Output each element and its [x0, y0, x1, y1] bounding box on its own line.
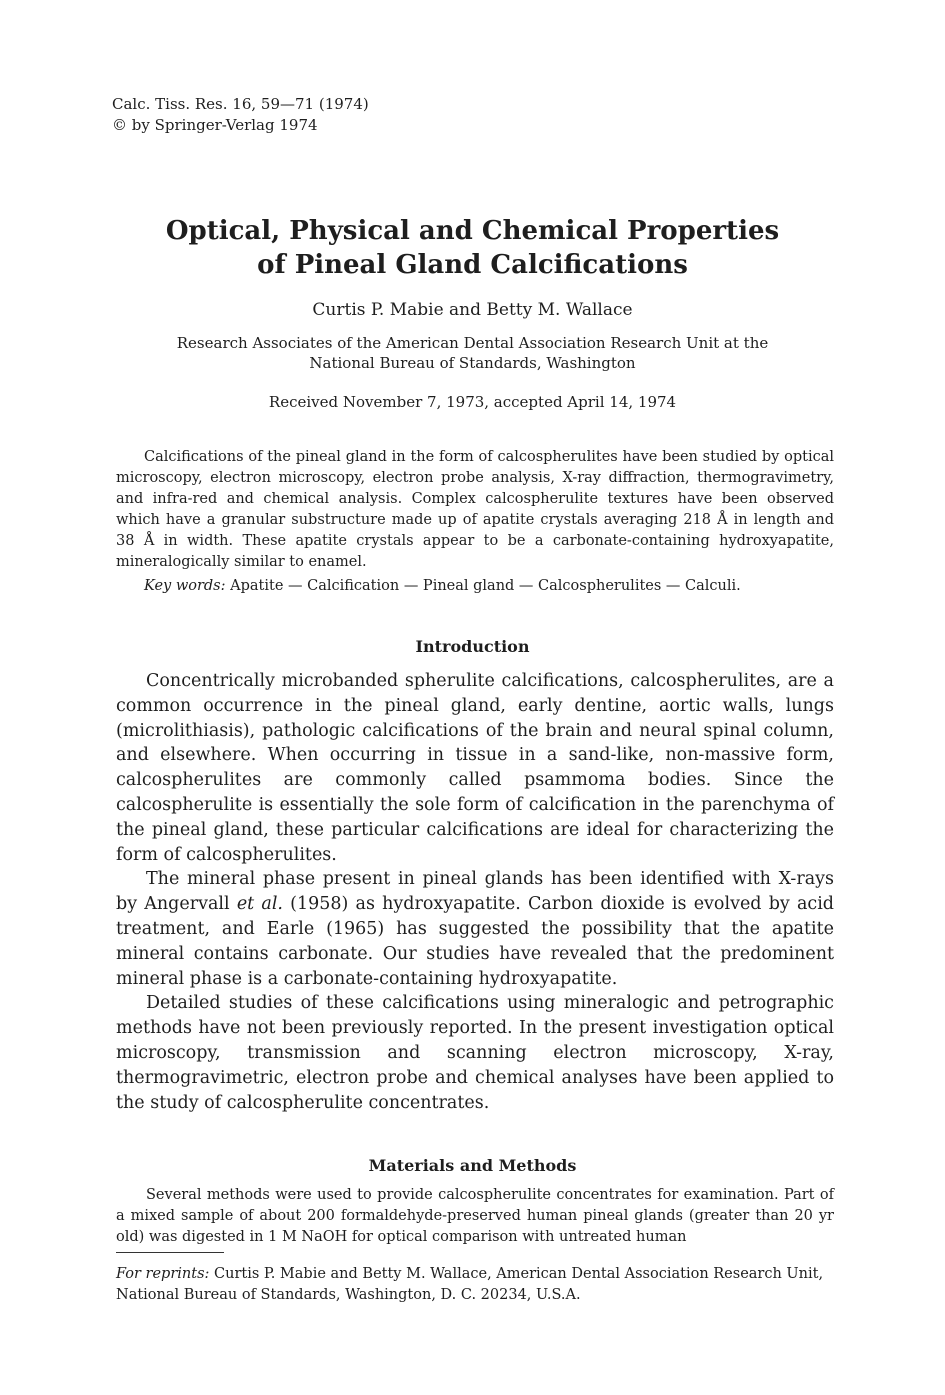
journal-citation: Calc. Tiss. Res. 16, 59—71 (1974): [112, 95, 369, 113]
keywords-label: Key words:: [144, 578, 226, 594]
footnote-text: Curtis P. Mabie and Betty M. Wallace, American Dental Association Research Unit, National Bureau of Standards, Washington, D. C. 20234, U.S.A.: [116, 1266, 824, 1303]
title-line-1: Optical, Physical and Chemical Properties: [165, 216, 780, 246]
introduction-paragraph-3: Detailed studies of these calcifications using mineralogic and petrographic methods have not been previously reported. In the present investigation optical microscopy, transmission and scanning electron microscopy, X-ray, thermogravimetric, electron probe and chemical analyses have been applied to the study of calcospherulite concentrates.: [116, 993, 834, 1113]
methods-heading: Materials and Methods: [368, 1156, 577, 1175]
authors: Curtis P. Mabie and Betty M. Wallace: [312, 300, 633, 320]
title-line-2: of Pineal Gland Calcifications: [257, 250, 688, 280]
footnote: [116, 1264, 834, 1306]
affiliation-line-1: Research Associates of the American Dental Association Research Unit at the: [176, 334, 769, 352]
affiliation-line-2: National Bureau of Standards, Washington: [309, 354, 636, 372]
copyright-line: © by Springer-Verlag 1974: [112, 116, 318, 134]
received-dates: Received November 7, 1973, accepted April 14, 1974: [268, 393, 677, 411]
article-title: [0, 214, 945, 282]
introduction-heading: Introduction: [415, 637, 530, 656]
abstract: Calcifications of the pineal gland in the form of calcospherulites have been studied by optical microscopy, electron microscopy, electron probe analysis, X-ray diffraction, thermogravimetry, and infra-red and chemical analysis. Complex calcospherulite textures have been observed which have a granular substructure made up of apatite crystals averaging 218 Å in length and 38 Å in width. These apatite crystals appear to be a carbonate-containing hydroxyapatite, mineralogically similar to enamel.: [116, 449, 834, 570]
introduction-body: [116, 669, 834, 1115]
footnote-divider: [116, 1252, 224, 1253]
methods-paragraph-1: Several methods were used to provide calcospherulite concentrates for examination. Part of a mixed sample of about 200 formaldehyde-preserved human pineal glands (greater than 20 yr old) was digested in 1 M NaOH for optical comparison with untreated human: [116, 1187, 834, 1245]
keywords-list: Apatite — Calcification — Pineal gland — Calcospherulites — Calculi.: [230, 578, 741, 594]
intro-p2-etal: et al.: [236, 894, 283, 915]
intro-p2-text-b: (1958) as hydroxyapatite. Carbon dioxide is evolved by acid treatment, and Earle (1965) has suggested the possibility that the apatite mineral contains carbonate. Our studies have revealed that the predominent mineral phase is a carbonate-containing hydroxyapatite.: [116, 894, 835, 989]
introduction-paragraph-2: [116, 867, 834, 991]
affiliation: [0, 333, 945, 373]
footnote-label: For reprints:: [116, 1266, 210, 1282]
introduction-paragraph-1: Concentrically microbanded spherulite calcifications, calcospherulites, are a common occurrence in the pineal gland, early dentine, aortic walls, lungs (microlithiasis), pathologic calcifications of the brain and neural spinal column, and elsewhere. When occurring in tissue in a sand-like, non-massive form, calcospherulites are commonly called psammoma bodies. Since the calcospherulite is essentially the sole form of calcification in the parenchyma of the pineal gland, these particular calcifications are ideal for characterizing the form of calcospherulites.: [116, 671, 834, 865]
keywords: [116, 576, 834, 597]
journal-masthead: [112, 94, 369, 136]
intro-p2-text-a: The mineral phase present in pineal glands has been identified with X-rays by Angervall: [116, 869, 834, 915]
